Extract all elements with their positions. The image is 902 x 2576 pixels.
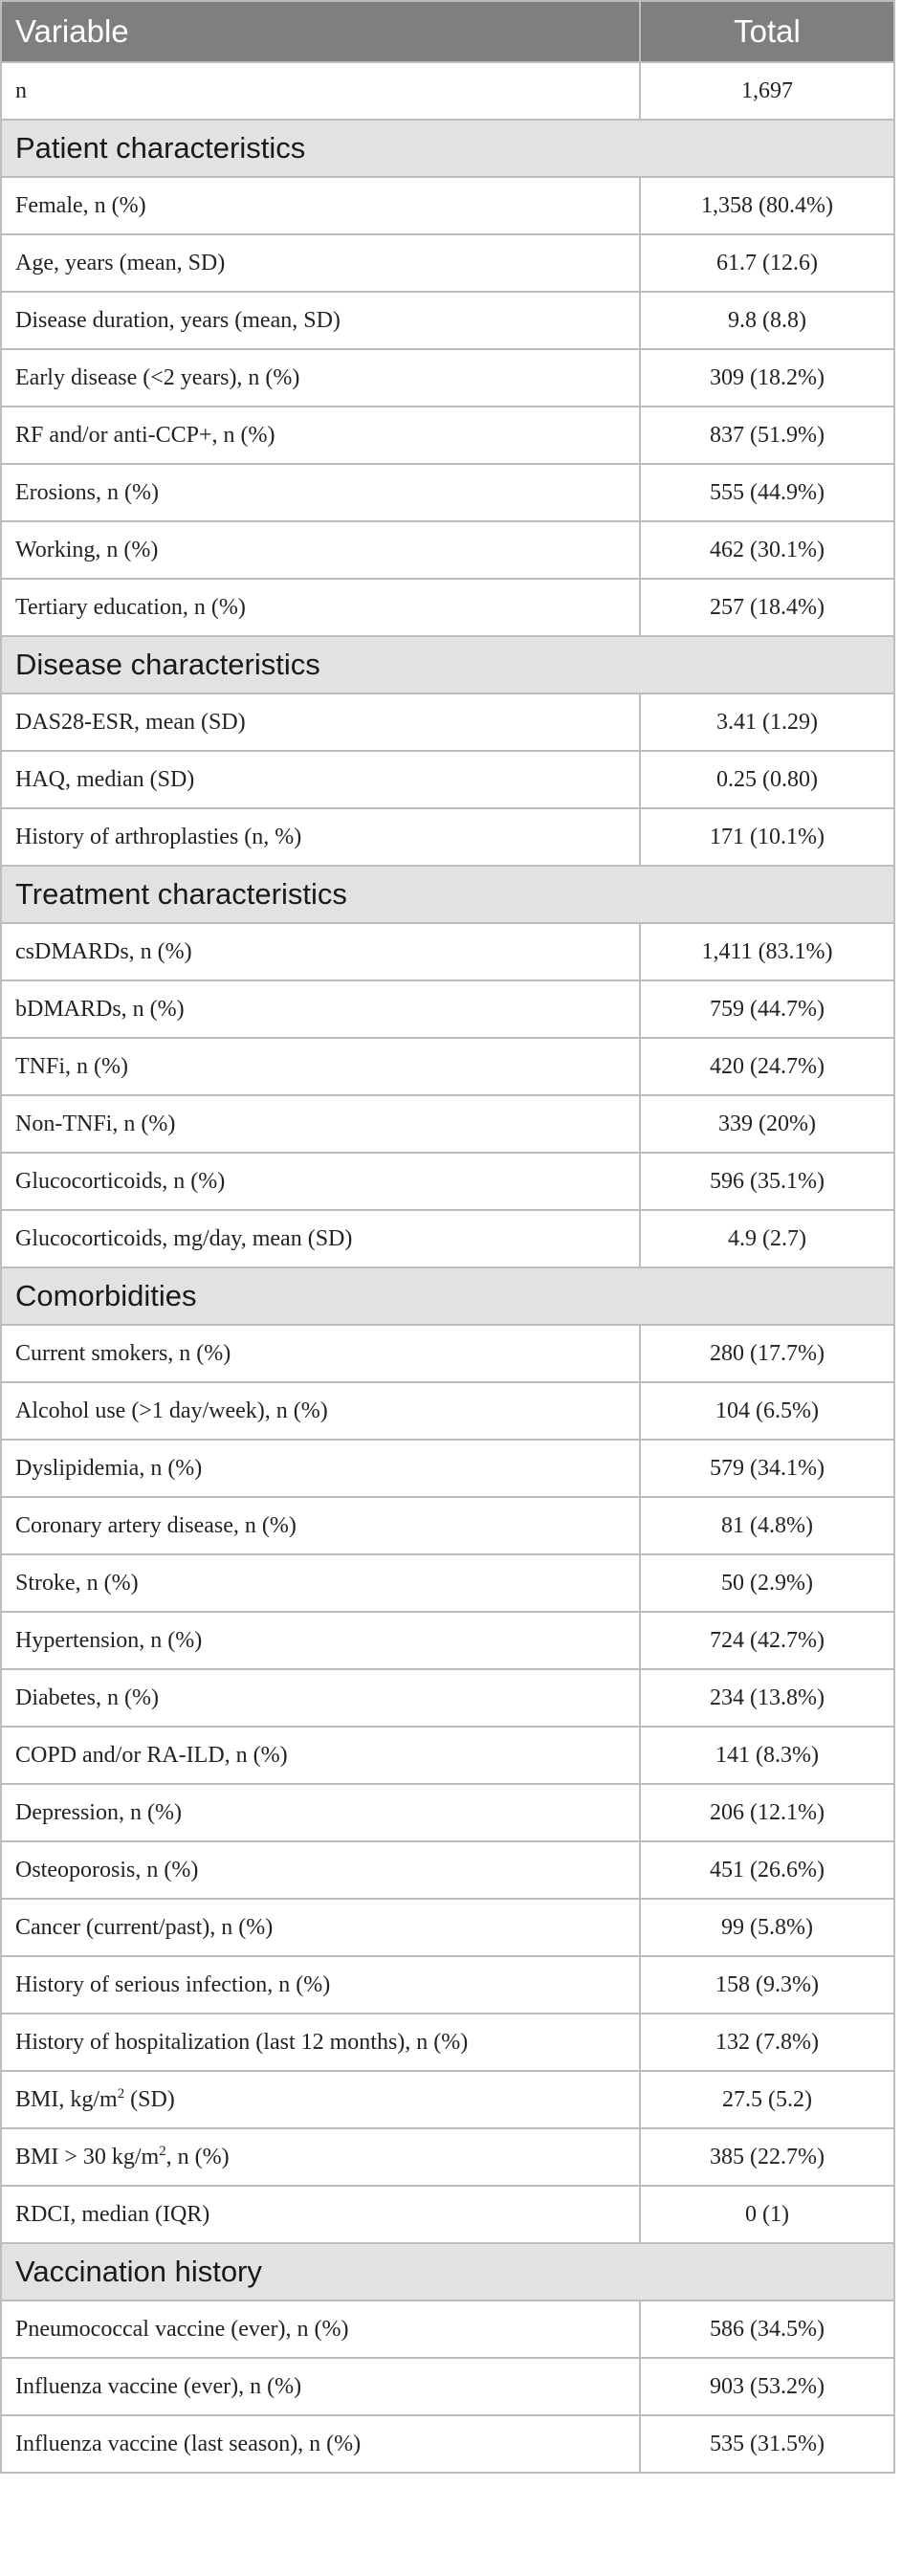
total-cell: 579 (34.1%) (640, 1440, 894, 1497)
variable-cell: Cancer (current/past), n (%) (1, 1899, 640, 1956)
total-cell: 9.8 (8.8) (640, 292, 894, 349)
total-cell: 81 (4.8%) (640, 1497, 894, 1554)
total-cell: 171 (10.1%) (640, 808, 894, 866)
variable-cell: Osteoporosis, n (%) (1, 1841, 640, 1899)
table-row (1, 1727, 894, 1784)
table-row (1, 1038, 894, 1095)
section-title: Patient characteristics (1, 120, 894, 177)
table-row (1, 292, 894, 349)
table-row (1, 407, 894, 464)
total-cell: 132 (7.8%) (640, 2014, 894, 2071)
total-cell: 339 (20%) (640, 1095, 894, 1153)
section-header-row (1, 636, 894, 694)
variable-cell: Stroke, n (%) (1, 1554, 640, 1612)
variable-cell: DAS28-ESR, mean (SD) (1, 694, 640, 751)
variable-cell: n (1, 62, 640, 120)
total-cell: 309 (18.2%) (640, 349, 894, 407)
variable-label: BMI, kg/m (15, 2086, 118, 2112)
variable-cell: Dyslipidemia, n (%) (1, 1440, 640, 1497)
table-row (1, 521, 894, 579)
table-row (1, 2186, 894, 2243)
total-cell: 903 (53.2%) (640, 2358, 894, 2415)
section-title: Comorbidities (1, 1267, 894, 1325)
table-row (1, 923, 894, 980)
variable-cell: HAQ, median (SD) (1, 751, 640, 808)
table-row (1, 234, 894, 292)
variable-cell: Influenza vaccine (last season), n (%) (1, 2415, 640, 2473)
table-row (1, 2071, 894, 2128)
section-title: Treatment characteristics (1, 866, 894, 923)
section-title: Vaccination history (1, 2243, 894, 2301)
total-cell: 535 (31.5%) (640, 2415, 894, 2473)
variable-cell: Early disease (<2 years), n (%) (1, 349, 640, 407)
total-cell: 280 (17.7%) (640, 1325, 894, 1382)
table-row (1, 1210, 894, 1267)
total-cell: 555 (44.9%) (640, 464, 894, 521)
total-cell: 3.41 (1.29) (640, 694, 894, 751)
total-cell: 724 (42.7%) (640, 1612, 894, 1669)
table-row (1, 694, 894, 751)
total-cell: 586 (34.5%) (640, 2301, 894, 2358)
total-cell: 61.7 (12.6) (640, 234, 894, 292)
total-cell: 257 (18.4%) (640, 579, 894, 636)
variable-cell (1, 2128, 640, 2186)
table-row (1, 980, 894, 1038)
total-cell: 104 (6.5%) (640, 1382, 894, 1440)
variable-cell: TNFi, n (%) (1, 1038, 640, 1095)
table-row (1, 2014, 894, 2071)
variable-label-suffix: , n (%) (165, 2144, 230, 2169)
table-header-row (1, 1, 894, 62)
total-cell: 1,411 (83.1%) (640, 923, 894, 980)
table-row (1, 1382, 894, 1440)
variable-cell: Non-TNFi, n (%) (1, 1095, 640, 1153)
variable-cell: Glucocorticoids, mg/day, mean (SD) (1, 1210, 640, 1267)
table-row (1, 1956, 894, 2014)
table-row (1, 1841, 894, 1899)
variable-cell: Age, years (mean, SD) (1, 234, 640, 292)
header-variable: Variable (1, 1, 640, 62)
variable-cell: Tertiary education, n (%) (1, 579, 640, 636)
table-row (1, 2415, 894, 2473)
variable-cell: Alcohol use (>1 day/week), n (%) (1, 1382, 640, 1440)
variable-cell: RDCI, median (IQR) (1, 2186, 640, 2243)
table-row (1, 177, 894, 234)
superscript: 2 (159, 2143, 166, 2159)
table-row (1, 1612, 894, 1669)
table-body (1, 62, 894, 2473)
variable-cell: Pneumococcal vaccine (ever), n (%) (1, 2301, 640, 2358)
total-cell: 234 (13.8%) (640, 1669, 894, 1727)
variable-cell: Erosions, n (%) (1, 464, 640, 521)
section-header-row (1, 1267, 894, 1325)
total-cell: 158 (9.3%) (640, 1956, 894, 2014)
table-row (1, 808, 894, 866)
table-row (1, 1669, 894, 1727)
variable-cell: Influenza vaccine (ever), n (%) (1, 2358, 640, 2415)
table-row (1, 349, 894, 407)
table-row (1, 1153, 894, 1210)
variable-cell: Current smokers, n (%) (1, 1325, 640, 1382)
table-row (1, 464, 894, 521)
table-row (1, 2358, 894, 2415)
total-cell: 451 (26.6%) (640, 1841, 894, 1899)
table-row (1, 1554, 894, 1612)
variable-cell: Female, n (%) (1, 177, 640, 234)
header-total: Total (640, 1, 894, 62)
variable-cell: Disease duration, years (mean, SD) (1, 292, 640, 349)
table-row (1, 2128, 894, 2186)
table-row (1, 751, 894, 808)
variable-cell: Diabetes, n (%) (1, 1669, 640, 1727)
table-row (1, 1325, 894, 1382)
total-cell: 27.5 (5.2) (640, 2071, 894, 2128)
section-header-row (1, 120, 894, 177)
variable-cell: Glucocorticoids, n (%) (1, 1153, 640, 1210)
total-cell: 0.25 (0.80) (640, 751, 894, 808)
total-cell: 0 (1) (640, 2186, 894, 2243)
section-title: Disease characteristics (1, 636, 894, 694)
variable-cell: Hypertension, n (%) (1, 1612, 640, 1669)
total-cell: 385 (22.7%) (640, 2128, 894, 2186)
variable-label: BMI > 30 kg/m (15, 2144, 160, 2169)
variable-cell: History of hospitalization (last 12 months), n (%) (1, 2014, 640, 2071)
variable-label-suffix: (SD) (124, 2086, 175, 2112)
variable-cell (1, 2071, 640, 2128)
total-cell: 50 (2.9%) (640, 1554, 894, 1612)
section-header-row (1, 2243, 894, 2301)
total-cell: 4.9 (2.7) (640, 1210, 894, 1267)
variable-cell: Depression, n (%) (1, 1784, 640, 1841)
section-header-row (1, 866, 894, 923)
variable-cell: Working, n (%) (1, 521, 640, 579)
variable-cell: csDMARDs, n (%) (1, 923, 640, 980)
total-cell: 1,697 (640, 62, 894, 120)
table-row (1, 2301, 894, 2358)
total-cell: 99 (5.8%) (640, 1899, 894, 1956)
superscript: 2 (117, 2085, 125, 2102)
variable-cell: Coronary artery disease, n (%) (1, 1497, 640, 1554)
total-cell: 141 (8.3%) (640, 1727, 894, 1784)
variable-cell: History of serious infection, n (%) (1, 1956, 640, 2014)
variable-cell: COPD and/or RA-ILD, n (%) (1, 1727, 640, 1784)
variable-cell: bDMARDs, n (%) (1, 980, 640, 1038)
total-cell: 1,358 (80.4%) (640, 177, 894, 234)
variable-cell: History of arthroplasties (n, %) (1, 808, 640, 866)
table-row (1, 62, 894, 120)
table-row (1, 579, 894, 636)
table-row (1, 1899, 894, 1956)
total-cell: 462 (30.1%) (640, 521, 894, 579)
total-cell: 206 (12.1%) (640, 1784, 894, 1841)
total-cell: 420 (24.7%) (640, 1038, 894, 1095)
table-row (1, 1095, 894, 1153)
total-cell: 596 (35.1%) (640, 1153, 894, 1210)
table-row (1, 1440, 894, 1497)
table-row (1, 1784, 894, 1841)
table-row (1, 1497, 894, 1554)
total-cell: 759 (44.7%) (640, 980, 894, 1038)
total-cell: 837 (51.9%) (640, 407, 894, 464)
variable-cell: RF and/or anti-CCP+, n (%) (1, 407, 640, 464)
